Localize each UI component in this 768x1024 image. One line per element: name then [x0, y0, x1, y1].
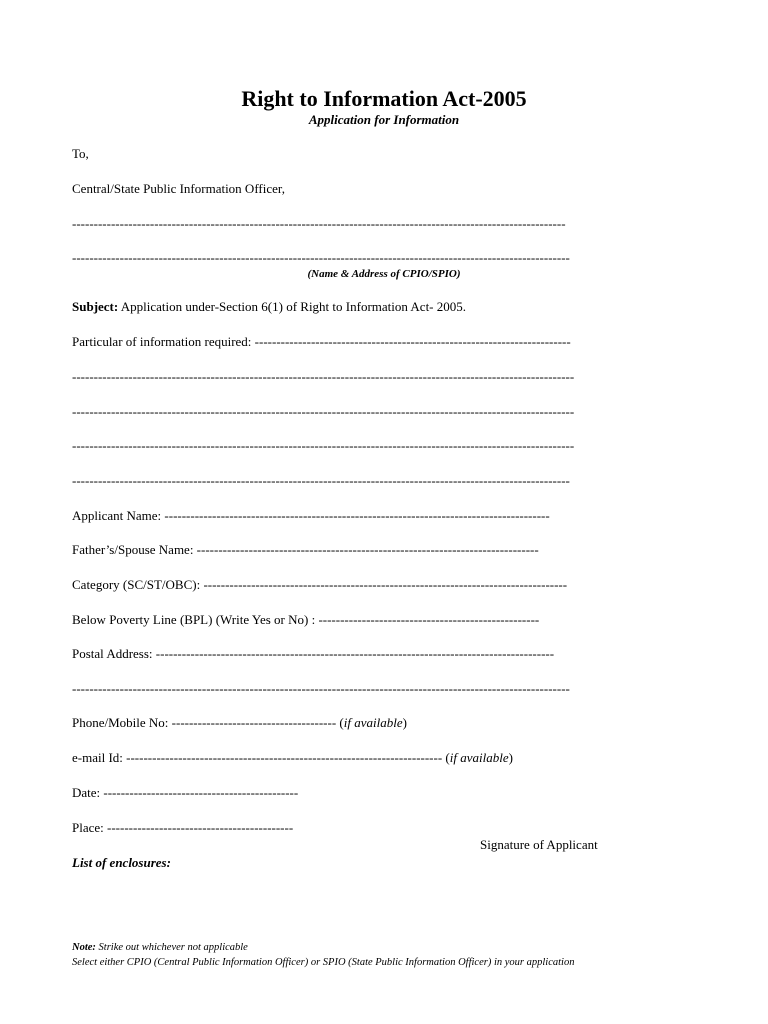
subject-label: Subject: [72, 299, 119, 314]
page-title: Right to Information Act-2005 [241, 86, 527, 111]
bpl-field: Below Poverty Line (BPL) (Write Yes or No) : --------------------------------------------------- [72, 612, 540, 627]
note-line-2: Select either CPIO (Central Public Information Officer) or SPIO (State Public Information Officer) in your application [72, 957, 575, 968]
postal-address-blank-line: ------------------------------------------------------------------------------------------------------------------- [72, 681, 570, 696]
note-line-1 [72, 941, 248, 954]
applicant-name-field: Applicant Name: ----------------------------------------------------------------------------------------- [72, 508, 550, 523]
phone-field [72, 715, 407, 731]
father-spouse-name-field: Father’s/Spouse Name: ------------------------------------------------------------------------------- [72, 542, 539, 557]
subject-line [72, 299, 466, 315]
enclosures-label: List of enclosures: [72, 855, 171, 870]
page-subtitle: Application for Information [308, 112, 460, 127]
particulars-blank-line-2: -------------------------------------------------------------------------------------------------------------------- [72, 404, 575, 419]
postal-address-field: Postal Address: -------------------------------------------------------------------------------------------- [72, 646, 555, 661]
note-label: Note: [72, 942, 96, 953]
address-caption: (Name & Address of CPIO/SPIO) [307, 268, 461, 280]
category-field: Category (SC/ST/OBC): ------------------------------------------------------------------------------------ [72, 577, 568, 592]
particulars-blank-line-4: ------------------------------------------------------------------------------------------------------------------- [72, 473, 570, 488]
address-blank-line-2: ------------------------------------------------------------------------------------------------------------------- [72, 250, 570, 265]
email-if-available: if available [449, 750, 509, 765]
place-field: Place: ------------------------------------------- [72, 820, 294, 835]
phone-label: Phone/Mobile No: -------------------------------------- ( [72, 715, 344, 730]
particulars-line [72, 334, 571, 350]
particulars-label: Particular of information required: [72, 334, 255, 349]
signature-label: Signature of Applicant [480, 837, 598, 852]
address-blank-line-1: ------------------------------------------------------------------------------------------------------------------ [72, 216, 566, 231]
phone-if-available: if available [343, 715, 403, 730]
particulars-blank-line-1: -------------------------------------------------------------------------------------------------------------------- [72, 369, 575, 384]
phone-close-paren: ) [402, 715, 407, 730]
particulars-dashes: ------------------------------------------------------------------------- [254, 334, 571, 349]
email-close-paren: ) [508, 750, 513, 765]
addressee-officer: Central/State Public Information Officer, [72, 181, 285, 196]
addressee-to: To, [72, 146, 89, 161]
date-field: Date: --------------------------------------------- [72, 785, 299, 800]
note-text-1: Strike out whichever not applicable [95, 942, 248, 953]
particulars-blank-line-3: -------------------------------------------------------------------------------------------------------------------- [72, 438, 575, 453]
email-field [72, 750, 513, 766]
subject-text: Application under-Section 6(1) of Right to Information Act- 2005. [118, 299, 467, 314]
email-label: e-mail Id: ------------------------------------------------------------------------- ( [72, 750, 450, 765]
